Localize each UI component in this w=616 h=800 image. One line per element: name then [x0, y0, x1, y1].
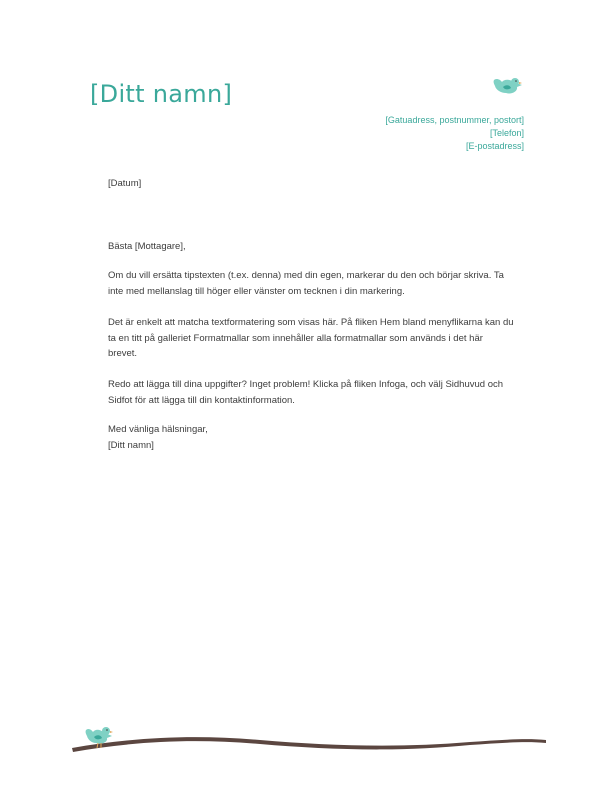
body-paragraph-2[interactable]: [108, 315, 514, 362]
letter-salutation[interactable]: Bästa [Mottagare],: [108, 241, 186, 252]
closing-line[interactable]: Med vänliga hälsningar,: [108, 424, 208, 435]
signature-name[interactable]: [Ditt namn]: [108, 439, 154, 451]
bird-icon: [491, 73, 525, 97]
address-line[interactable]: [Gatuadress, postnummer, postort]: [385, 115, 524, 125]
body-paragraph-1[interactable]: [108, 268, 514, 299]
phone-line[interactable]: [Telefon]: [489, 128, 524, 138]
paragraph-text: Om du vill ersätta tipstexten (t.ex. denna) med din egen, markerar du den och börjar skriva. Ta inte med mellanslag till höger eller vänster om tecknen i din markering.: [108, 270, 504, 297]
contact-block: [385, 114, 524, 153]
letter-date[interactable]: [Datum]: [108, 178, 142, 189]
paragraph-text: Redo att lägga till dina uppgifter? Inget problem! Klicka på fliken Infoga, och välj Sidhuvud och Sidfot för att lägga till din kontaktinformation.: [108, 379, 504, 406]
email-line[interactable]: [E-postadress]: [465, 141, 524, 151]
body-paragraph-3[interactable]: [108, 377, 514, 408]
paragraph-text: Det är enkelt att matcha textformatering som visas här. På fliken Hem bland menyflikarna kan du ta en titt på galleriet Formatmallar som innehåller alla formatmallar som används i det här brevet.: [108, 317, 514, 359]
bird-on-branch-icon: [70, 716, 548, 756]
closing-block: [108, 422, 514, 453]
sender-name-heading[interactable]: [Ditt namn]: [90, 80, 233, 108]
